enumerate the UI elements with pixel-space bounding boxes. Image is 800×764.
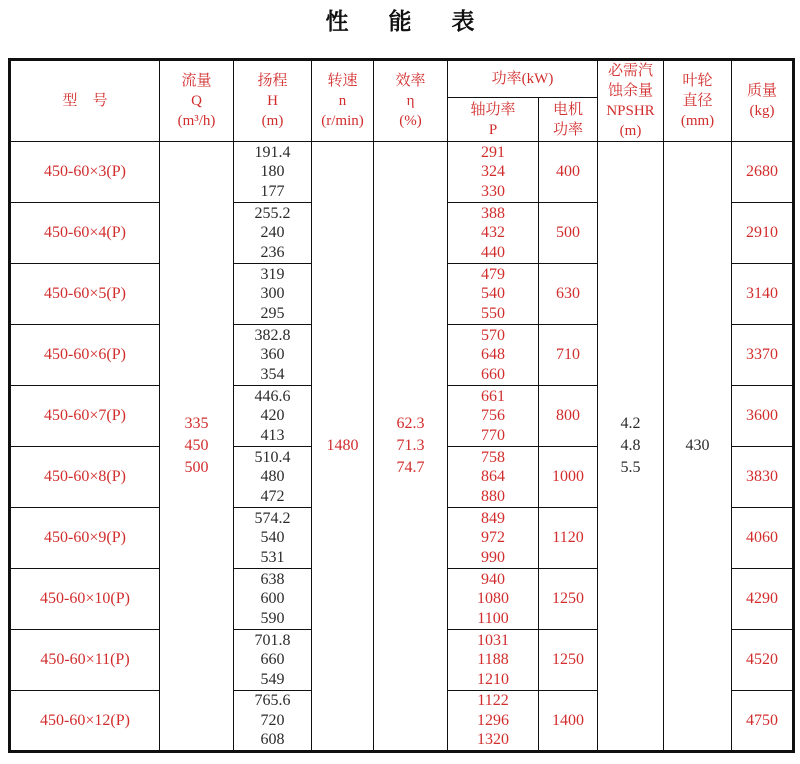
- text-line: 直径: [682, 93, 713, 109]
- text-line: 流量: [181, 73, 212, 89]
- mass-cell: 4750: [732, 691, 794, 752]
- col-header-power-group: 功率(kW): [448, 60, 598, 98]
- text-line: 770: [481, 426, 505, 444]
- model-cell: 450-60×11(P): [10, 630, 160, 691]
- text-line: 990: [481, 548, 505, 566]
- text-line: H: [267, 93, 278, 109]
- text-line: 324: [481, 163, 505, 181]
- text-line: 420: [260, 407, 285, 425]
- text-line: 550: [481, 304, 505, 322]
- text-line: 255.2: [254, 204, 291, 222]
- text-line: 446.6: [254, 387, 291, 405]
- motor-power-cell: 1000: [539, 447, 598, 508]
- text-line: 440: [481, 243, 505, 261]
- text-line: 蚀余量: [607, 83, 653, 99]
- text-line: 71.3: [396, 437, 425, 454]
- text-line: 191.4: [254, 143, 291, 161]
- text-line: 648: [481, 346, 505, 364]
- text-line: 4.2: [620, 415, 641, 432]
- head-cell: [234, 203, 312, 264]
- model-cell: 450-60×6(P): [10, 325, 160, 386]
- npshr-values-cell: [598, 142, 664, 752]
- motor-power-cell: 1400: [539, 691, 598, 752]
- text-line: 功率: [552, 121, 583, 138]
- text-line: 叶轮: [682, 73, 713, 89]
- motor-power-cell: 630: [539, 264, 598, 325]
- model-cell: 450-60×3(P): [10, 142, 160, 203]
- head-cell: [234, 325, 312, 386]
- text-line: 转速: [327, 73, 358, 89]
- mass-cell: 3370: [732, 325, 794, 386]
- text-line: 1188: [477, 651, 509, 669]
- motor-power-cell: 500: [539, 203, 598, 264]
- shaft-power-cell: [448, 325, 539, 386]
- text-line: 660: [481, 365, 505, 383]
- model-cell: 450-60×8(P): [10, 447, 160, 508]
- model-cell: 450-60×9(P): [10, 508, 160, 569]
- head-cell: [234, 569, 312, 630]
- text-line: 335: [184, 415, 209, 432]
- text-line: 574.2: [254, 509, 291, 527]
- text-line: 4.8: [620, 437, 641, 454]
- text-line: 660: [260, 651, 285, 669]
- text-line: 330: [481, 182, 505, 200]
- text-line: 1122: [477, 692, 509, 710]
- text-line: 质量: [746, 83, 777, 99]
- head-cell: [234, 447, 312, 508]
- text-line: (mm): [680, 113, 715, 129]
- text-line: 638: [260, 570, 285, 588]
- text-line: 319: [260, 265, 285, 283]
- mass-cell: 4060: [732, 508, 794, 569]
- text-line: (r/min): [321, 113, 364, 129]
- text-line: 510.4: [254, 448, 291, 466]
- col-header-model: 型 号: [10, 60, 160, 142]
- impeller-value-cell: 430: [664, 142, 732, 752]
- text-line: (m³/h): [177, 113, 216, 129]
- text-line: 880: [481, 487, 505, 505]
- model-cell: 450-60×4(P): [10, 203, 160, 264]
- shaft-power-cell: [448, 264, 539, 325]
- text-line: 300: [260, 285, 285, 303]
- model-cell: 450-60×10(P): [10, 569, 160, 630]
- col-header-shaft-power: [448, 98, 539, 142]
- speed-value-cell: 1480: [312, 142, 374, 752]
- text-line: 1100: [477, 609, 509, 627]
- text-line: 608: [260, 731, 285, 749]
- text-line: 电机: [552, 101, 583, 118]
- text-line: 864: [481, 468, 505, 486]
- text-line: 177: [260, 182, 285, 200]
- efficiency-values-cell: [374, 142, 448, 752]
- text-line: 540: [481, 285, 505, 303]
- text-line: NPSHR: [606, 103, 655, 119]
- text-line: 236: [260, 243, 285, 261]
- shaft-power-cell: [448, 508, 539, 569]
- text-line: 240: [260, 224, 285, 242]
- text-line: 661: [481, 387, 505, 405]
- text-line: 531: [260, 548, 285, 566]
- text-line: 549: [260, 670, 285, 688]
- text-line: 479: [481, 265, 505, 283]
- mass-cell: 3600: [732, 386, 794, 447]
- motor-power-cell: 1120: [539, 508, 598, 569]
- col-header-mass: [732, 60, 794, 142]
- text-line: 360: [260, 346, 285, 364]
- motor-power-cell: 1250: [539, 569, 598, 630]
- text-line: 1031: [477, 631, 509, 649]
- text-line: Q: [191, 93, 202, 109]
- text-line: 必需汽: [607, 63, 653, 79]
- text-line: 1320: [477, 731, 509, 749]
- text-line: (m): [619, 123, 642, 139]
- text-line: 600: [260, 590, 285, 608]
- text-line: 500: [184, 459, 209, 476]
- text-line: 1296: [477, 711, 509, 729]
- shaft-power-cell: [448, 447, 539, 508]
- text-line: 5.5: [620, 459, 641, 476]
- text-line: 972: [481, 529, 505, 547]
- text-line: 720: [260, 711, 285, 729]
- text-line: 570: [481, 326, 505, 344]
- text-line: 701.8: [254, 631, 291, 649]
- text-line: 472: [260, 487, 285, 505]
- table-row: [10, 142, 794, 203]
- model-cell: 450-60×5(P): [10, 264, 160, 325]
- text-line: 74.7: [396, 459, 425, 476]
- text-line: 432: [481, 224, 505, 242]
- text-line: 590: [260, 609, 285, 627]
- text-line: 354: [260, 365, 285, 383]
- text-line: (%): [399, 113, 422, 129]
- text-line: 382.8: [254, 326, 291, 344]
- text-line: 轴功率: [470, 101, 516, 118]
- text-line: 480: [260, 468, 285, 486]
- mass-cell: 4290: [732, 569, 794, 630]
- text-line: 413: [260, 426, 285, 444]
- text-line: P: [488, 121, 498, 138]
- col-header-impeller: [664, 60, 732, 142]
- page-title: 性 能 表: [325, 9, 491, 35]
- text-line: 291: [481, 143, 505, 161]
- flow-values-cell: [160, 142, 234, 752]
- col-header-head: [234, 60, 312, 142]
- head-cell: [234, 508, 312, 569]
- shaft-power-cell: [448, 386, 539, 447]
- motor-power-cell: 1250: [539, 630, 598, 691]
- shaft-power-cell: [448, 630, 539, 691]
- text-line: 效率: [395, 73, 426, 89]
- text-line: 849: [481, 509, 505, 527]
- head-cell: [234, 142, 312, 203]
- text-line: 1080: [477, 590, 509, 608]
- text-line: 940: [481, 570, 505, 588]
- text-line: 540: [260, 529, 285, 547]
- mass-cell: 4520: [732, 630, 794, 691]
- head-cell: [234, 264, 312, 325]
- model-cell: 450-60×12(P): [10, 691, 160, 752]
- text-line: 765.6: [254, 692, 291, 710]
- text-line: 388: [481, 204, 505, 222]
- mass-cell: 3140: [732, 264, 794, 325]
- text-line: η: [406, 93, 415, 109]
- head-cell: [234, 691, 312, 752]
- col-header-flow: [160, 60, 234, 142]
- text-line: 180: [260, 163, 285, 181]
- performance-table: [8, 58, 795, 753]
- motor-power-cell: 400: [539, 142, 598, 203]
- mass-cell: 2910: [732, 203, 794, 264]
- motor-power-cell: 710: [539, 325, 598, 386]
- text-line: 扬程: [257, 73, 288, 89]
- text-line: (kg): [749, 103, 775, 119]
- col-header-motor-power: [539, 98, 598, 142]
- head-cell: [234, 386, 312, 447]
- shaft-power-cell: [448, 691, 539, 752]
- mass-cell: 2680: [732, 142, 794, 203]
- text-line: 756: [481, 407, 505, 425]
- text-line: 295: [260, 304, 285, 322]
- shaft-power-cell: [448, 203, 539, 264]
- col-header-speed: [312, 60, 374, 142]
- text-line: 1210: [477, 670, 509, 688]
- col-header-efficiency: [374, 60, 448, 142]
- head-cell: [234, 630, 312, 691]
- model-cell: 450-60×7(P): [10, 386, 160, 447]
- text-line: 758: [481, 448, 505, 466]
- motor-power-cell: 800: [539, 386, 598, 447]
- text-line: (m): [261, 113, 284, 129]
- text-line: 62.3: [396, 415, 425, 432]
- text-line: n: [338, 93, 347, 109]
- col-header-npshr: [598, 60, 664, 142]
- mass-cell: 3830: [732, 447, 794, 508]
- shaft-power-cell: [448, 142, 539, 203]
- shaft-power-cell: [448, 569, 539, 630]
- text-line: 450: [184, 437, 209, 454]
